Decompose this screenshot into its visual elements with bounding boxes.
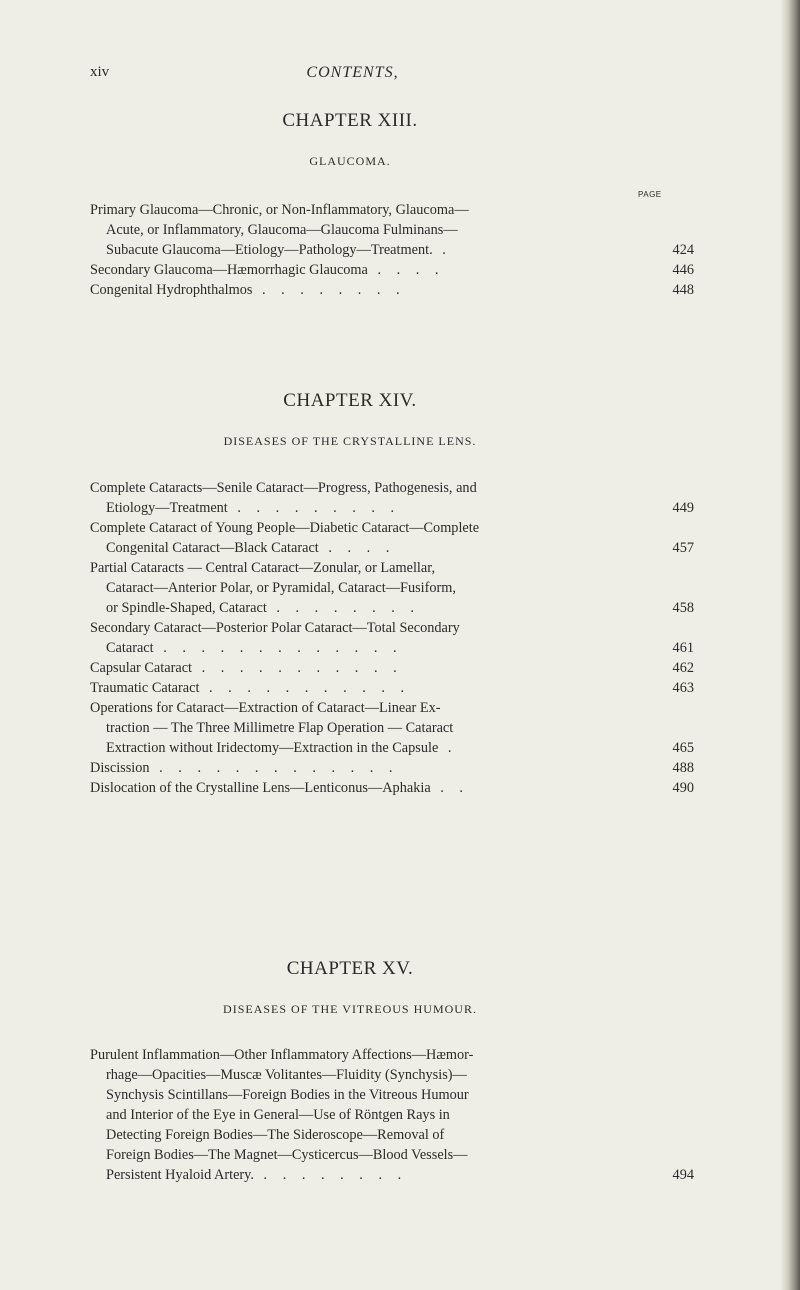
entry-text: Foreign Bodies—The Magnet—Cysticercus—Blood Vessels— [106,1147,468,1163]
entry-text: Detecting Foreign Bodies—The Sideroscope—Removal of [106,1127,445,1143]
toc-entry [90,518,694,558]
entry-text: Operations for Cataract—Extraction of Cataract—Linear Ex- [90,700,441,716]
chapter-subtitle: DISEASES OF THE CRYSTALLINE LENS. [223,434,477,448]
leader-dots: . . . . [367,262,445,278]
entry-line [90,778,664,798]
entry-line [90,538,664,558]
running-head [0,64,800,84]
toc-entry [90,260,694,280]
chapter-xiv [0,390,700,449]
entry-line [90,518,664,538]
entry-line [90,558,664,578]
entry-line [90,718,664,738]
entry-page-number: 424 [672,242,694,258]
chapter-title: CHAPTER XIV. [283,390,417,411]
entry-line [90,738,664,758]
toc-entry [90,1045,694,1185]
toc-entry [90,678,694,698]
entry-text: Complete Cataracts—Senile Cataract—Progress, Pathogenesis, and [90,480,477,496]
entry-text: Complete Cataract of Young People—Diabetic Cataract—Complete [90,520,480,536]
entry-page-number: 488 [672,760,694,776]
entry-text: Secondary Cataract—Posterior Polar Cataract—Total Secondary [90,620,460,636]
entry-text: Persistent Hyaloid Artery. [106,1167,254,1183]
entry-line [90,280,664,300]
entry-text: Discission [90,760,150,776]
leader-dots: . . . . . . . . . . . . . [153,640,403,656]
entry-text: Purulent Inflammation—Other Inflammatory Affections—Hæmor- [90,1047,474,1063]
leader-dots: . . . . . . . . [253,1167,408,1183]
entry-line [90,678,664,698]
entry-page-number: 448 [672,282,694,298]
entry-page-number: 462 [672,660,694,676]
leader-dots: . . . . . . . . [252,282,406,298]
page-column-label: PAGE [638,190,662,199]
leader-dots: . . . . . . . . . . . . . [149,760,399,776]
entry-line [90,598,664,618]
leader-dots: . [438,740,458,756]
entry-page-number: 458 [672,600,694,616]
entry-page-number: 465 [672,740,694,756]
chapter-xiii [0,110,700,169]
toc-list [90,1045,694,1185]
entry-text: Acute, or Inflammatory, Glaucoma—Glaucoma Fulminans— [106,222,458,238]
toc-entry [90,478,694,518]
entry-text: Primary Glaucoma—Chronic, or Non-Inflammatory, Glaucoma— [90,202,469,218]
entry-text: or Spindle-Shaped, Cataract [106,600,267,616]
entry-page-number: 490 [672,780,694,796]
entry-text: Etiology—Treatment [106,500,228,516]
entry-line [90,1125,664,1145]
entry-line [90,1045,664,1065]
entry-line [90,1085,664,1105]
entry-text: traction — The Three Millimetre Flap Operation — Cataract [106,720,454,736]
entry-text: Dislocation of the Crystalline Lens—Lenticonus—Aphakia [90,780,431,796]
chapter-subtitle: GLAUCOMA. [309,154,391,168]
entry-text: Synchysis Scintillans—Foreign Bodies in the Vitreous Humour [106,1087,469,1103]
entry-text: rhage—Opacities—Muscæ Volitantes—Fluidity (Synchysis)— [106,1067,467,1083]
entry-page-number: 461 [672,640,694,656]
entry-page-number: 463 [672,680,694,696]
entry-line [90,698,664,718]
entry-line [90,498,664,518]
entry-line [90,478,664,498]
entry-line [90,240,664,260]
entry-text: Capsular Cataract [90,660,193,676]
leader-dots: . . . . . . . . . . . [192,660,403,676]
chapter-subtitle: DISEASES OF THE VITREOUS HUMOUR. [223,1002,477,1016]
leader-dots: . . . . . . . . . [227,500,401,516]
entry-text: Congenital Cataract—Black Cataract [106,540,319,556]
entry-text: Extraction without Iridectomy—Extraction in the Capsule [106,740,439,756]
toc-entry [90,558,694,618]
entry-page-number: 457 [672,540,694,556]
entry-line [90,260,664,280]
toc-entry [90,618,694,658]
toc-list [90,200,694,300]
chapter-title: CHAPTER XIII. [282,110,418,131]
entry-line [90,658,664,678]
leader-dots: . . [430,780,469,796]
entry-text: Cataract—Anterior Polar, or Pyramidal, Cataract—Fusiform, [106,580,457,596]
entry-page-number: 449 [672,500,694,516]
leader-dots: . . . . [318,540,396,556]
entry-line [90,578,664,598]
page-number: xiv [90,64,110,80]
entry-line [90,618,664,638]
entry-line [90,200,664,220]
entry-line [90,1105,664,1125]
entry-text: Traumatic Cataract [90,680,200,696]
entry-text: Subacute Glaucoma—Etiology—Pathology—Treatment. [106,242,433,258]
toc-entry [90,658,694,678]
toc-list [90,478,694,798]
entry-text: Partial Cataracts — Central Cataract—Zonular, or Lamellar, [90,560,436,576]
entry-text: and Interior of the Eye in General—Use of Röntgen Rays in [106,1107,450,1123]
toc-entry [90,778,694,798]
running-title: CONTENTS, [306,64,399,81]
entry-line [90,1065,664,1085]
entry-line [90,638,664,658]
leader-dots: . . . . . . . . [266,600,420,616]
entry-text: Congenital Hydrophthalmos [90,282,253,298]
toc-entry [90,698,694,758]
entry-page-number: 446 [672,262,694,278]
chapter-xv [0,958,700,1017]
entry-line [90,758,664,778]
leader-dots: . . . . . . . . . . . [199,680,411,696]
toc-entry [90,758,694,778]
entry-line [90,1165,664,1185]
entry-line [90,220,664,240]
entry-text: Secondary Glaucoma—Hæmorrhagic Glaucoma [90,262,368,278]
entry-text: Cataract [106,640,154,656]
entry-page-number: 494 [672,1167,694,1183]
toc-entry [90,280,694,300]
entry-line [90,1145,664,1165]
leader-dots: . [432,242,452,258]
toc-entry [90,200,694,260]
chapter-title: CHAPTER XV. [286,958,414,979]
